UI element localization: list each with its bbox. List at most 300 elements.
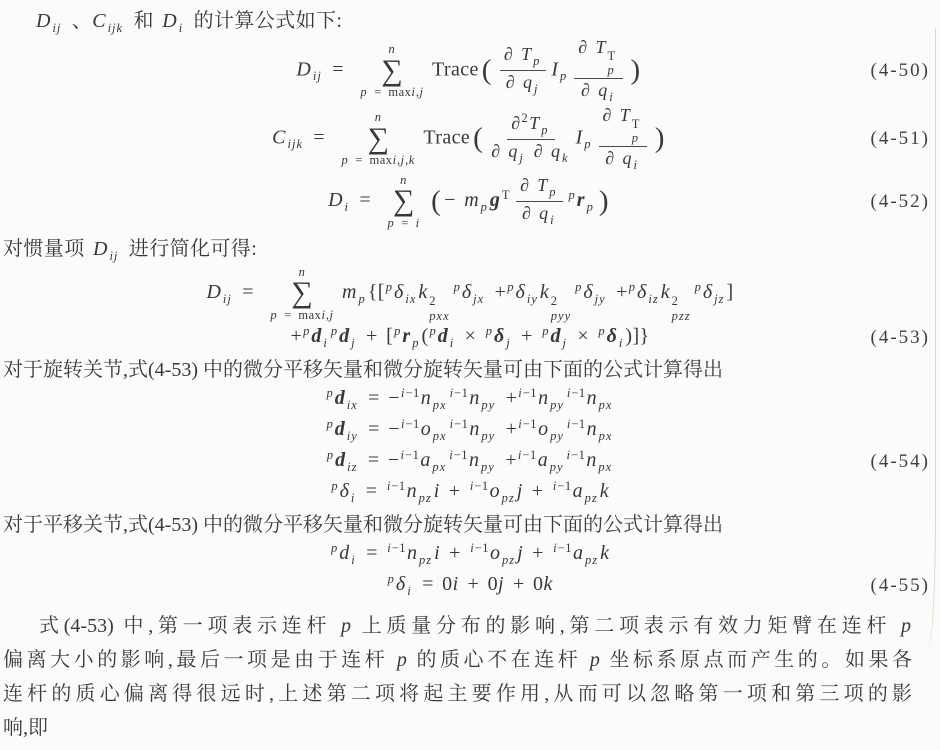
math-msub [481,429,495,443]
equation-4-51-label: (4-51) [870,127,930,149]
math-msub [585,491,598,505]
math-mr: = max [348,153,393,168]
math-mi: δ [637,281,648,304]
math-mr: T [501,188,511,203]
equation-4-51 [0,105,940,173]
math-mi: ix [346,398,358,413]
math-msub [550,429,564,443]
math-mr: = [357,542,387,565]
math-mr: −1 [454,417,469,432]
math-mr: T [607,48,616,63]
math-mi: i [566,448,572,463]
math-mr: 2 [550,294,558,309]
math-msup [401,386,420,400]
math-mr: + [496,449,517,472]
math-msup [598,324,605,338]
math-msup [522,111,529,125]
math-mr: + [607,281,628,304]
math-mi: k [408,153,416,168]
math-msup [470,541,489,555]
math-msub [633,158,637,172]
math-mi: j [519,151,524,166]
math-mi: i [350,491,356,506]
math-mb: r [402,325,412,348]
math-mr: −1 [453,448,469,463]
math-mi: p [507,280,515,295]
math-mi: px [598,429,613,444]
math-mi: δ [394,281,405,304]
math-msup [394,324,401,338]
math-mi: i [517,448,523,463]
math-mi: pz [502,553,516,568]
math-mi: pz [419,553,433,568]
math-mfrac [500,44,546,97]
math-mss-sub [429,310,449,323]
math-mi: ijk [287,137,303,152]
math-msub [323,336,327,350]
math-msub [351,491,355,505]
math-msub [506,336,510,350]
equation-4-53-math-1 [206,265,733,322]
math-mi: m [464,189,480,212]
math-msup [518,386,537,400]
math-mi: p [542,324,550,339]
math-mss [551,295,571,322]
math-mr: 2 [429,294,436,309]
math-msub [481,398,495,412]
equation-4-55-math-2 [387,572,554,599]
math-mi: i [470,541,475,556]
math-mb: d [334,387,346,410]
math-msub [502,553,515,567]
math-mi: a [537,449,549,472]
math-mi: py [481,398,496,413]
equation-4-54-line-4 [0,477,940,508]
intro-line [0,8,940,37]
math-mnum [507,111,554,140]
math-mi: n [388,42,396,57]
math-mr: −1 [474,541,489,556]
math-msup [430,324,437,338]
math-mden [581,79,616,105]
math-mi: ij [52,21,62,35]
math-mi: p [694,280,702,295]
equation-4-55-label: (4-55) [870,574,930,596]
math-mi: p [358,292,366,307]
math-mi: j [498,573,505,596]
math-mr: + [512,325,542,348]
equation-4-54-math-2 [326,417,615,444]
math-msigma: ∑ [392,184,415,218]
math-mr: + [290,325,303,348]
math-mi: a [420,449,432,472]
math-mfrac [491,111,570,166]
math-msup [327,386,334,400]
math-mi: p [341,615,352,638]
math-mr: = [351,189,380,212]
math-msup [567,448,586,462]
math-msub [223,292,232,306]
math-mi: p [485,324,493,339]
math-mfrac [574,37,622,105]
equation-4-54-line-1 [0,384,940,415]
math-mr: −1 [571,386,586,401]
math-mi: D [328,189,344,212]
math-mi: T [529,113,541,134]
math-mi: k [539,281,550,304]
math-mr: 的计算公式如下: [185,10,343,32]
math-mi: p [480,200,488,215]
math-msub [533,54,540,68]
math-mfrac [516,175,562,228]
math-mi: p [549,185,557,199]
math-mi: n [420,387,432,410]
math-mr: + [523,542,553,565]
math-mr: = [305,126,334,149]
math-mr: −1 [391,479,406,494]
math-mden [506,71,541,97]
math-msup [401,417,420,431]
math-mss [632,118,640,145]
closing-paragraph [0,609,940,745]
math-mi: p [270,307,278,322]
math-mr: −1 [571,417,586,432]
math-mi: i [449,336,455,351]
math-mi: j [400,153,406,168]
math-mbig: ( [431,185,442,217]
math-msub [584,137,591,151]
math-msup [502,188,510,202]
math-mi: i [178,21,184,35]
math-mb: d [334,418,346,441]
math-mi: T [595,36,607,57]
math-msub [313,69,322,83]
math-msup [450,417,469,431]
math-mi: δ [702,281,714,304]
math-mr: ∂ [491,141,509,162]
math-mi: D [296,58,312,81]
equation-4-53-label: (4-53) [870,326,930,348]
math-mr: + [ [357,325,394,348]
paragraph-line-1 [3,609,912,643]
math-mr: = max [277,307,322,322]
math-msum [270,265,334,322]
math-mi: d [339,542,351,565]
equation-4-50-math [296,37,643,105]
math-msub [714,292,724,306]
math-mr: = [357,480,386,503]
math-mi: j [329,307,335,322]
math-mi: n [469,418,481,441]
math-mb: d [311,325,323,348]
math-mi: δ [395,573,407,596]
math-mr: + 0 [459,573,499,596]
math-mi: ij [312,69,322,84]
math-mr: −1 [405,386,420,401]
math-mr: −1 [405,417,420,432]
math-mi: i [344,200,350,215]
math-mi: px [432,429,447,444]
math-mi: i [323,336,328,351]
math-mi: jy [594,292,606,307]
math-mi: pxx [429,308,450,323]
math-mi: jx [473,292,485,307]
math-msub [609,90,613,104]
math-msub [419,553,432,567]
math-mr: + 0 [504,573,544,596]
math-msup [303,324,310,338]
math-mss-sup [551,295,558,308]
math-msup [387,541,406,555]
math-mi: m [342,281,358,304]
math-mi: o [489,480,501,503]
math-mi: p [387,215,395,230]
math-mden [522,202,557,228]
math-mi: pyy [550,308,572,323]
math-msup [327,417,334,431]
math-mr: 、 [63,10,93,32]
math-mi: iz [648,292,659,307]
math-mbig: ) [654,122,665,155]
math-msub [347,429,358,443]
math-mss-sup [672,295,679,308]
math-mi: py [481,429,496,444]
math-mi: j [533,82,539,97]
math-mb: g [489,189,501,212]
math-mi: p [584,137,592,152]
math-mr: 2 [521,111,529,126]
math-msub [481,200,488,214]
math-mi: p [631,131,639,146]
math-mi: i [553,541,558,556]
math-mr: −1 [522,386,538,401]
math-mi: a [572,480,584,503]
math-mr: ∂ [578,36,596,57]
math-mi: i [392,153,398,168]
math-mr: −1 [391,541,407,556]
math-mi: pz [418,491,432,506]
equation-4-55-line-2 [0,570,940,601]
math-mr: 响,即 [3,717,48,740]
math-msub [619,336,623,350]
math-mss-sub [632,132,639,145]
math-msigma: ∑ [291,276,314,310]
math-mi: pzz [671,308,691,323]
math-mi: D [162,10,178,32]
math-mr: × [456,325,485,348]
math-mi: T [619,104,631,125]
math-mi: iz [347,460,358,475]
math-mi: i [452,573,460,596]
math-mlim [388,216,421,230]
math-mi: i [433,480,441,503]
math-mi: q [539,203,550,223]
math-mi: δ [583,281,594,304]
math-msup [450,386,469,400]
math-mr: + [497,418,518,441]
equation-4-52 [0,173,940,230]
equation-4-54-line-3 [0,446,940,477]
math-mr: , [397,153,401,168]
math-mr: ∂ [581,79,599,100]
math-mr: = [233,281,263,304]
math-msup [518,448,537,462]
math-mr: Trace [431,58,479,81]
paragraph-line-2 [3,643,912,677]
math-msub [595,292,606,306]
math-mbig: ) [630,54,641,87]
math-mi: n [538,387,550,410]
math-msub [585,553,598,567]
math-mi: i [618,336,624,351]
math-mi: δ [461,281,473,304]
equation-4-54-label: (4-54) [870,450,930,472]
paragraph-line-4 [3,711,912,745]
math-mi: p [396,649,408,672]
math-msub [560,69,567,83]
math-mi: p [575,280,583,295]
equation-4-50 [0,37,940,105]
math-mi: p [360,85,368,100]
math-mr: 对惯量项 [3,238,93,261]
math-mr: = [394,215,416,230]
math-mi: i [387,541,392,556]
equation-4-55-line-1 [0,539,940,570]
math-mr: + [523,480,552,503]
math-msup [387,479,406,493]
math-mi: j [516,480,524,503]
math-mi: k [418,281,429,304]
math-mi: i [449,417,455,432]
math-mr: 坐标系原点而产生的。如果各 [600,649,913,672]
math-mi: T [521,44,533,65]
math-msub [345,200,349,214]
math-mi: j [562,336,567,351]
math-mr: + [440,480,469,503]
math-mi: j [419,85,424,100]
math-msub [599,398,613,412]
math-mi: p [326,386,334,401]
math-msup [401,448,420,462]
math-mi: p [429,324,437,339]
math-mi: n [374,110,383,125]
math-mi: i [411,85,416,100]
math-msub [648,292,658,306]
math-msup [331,479,338,493]
math-mi: D [206,281,222,304]
math-msub [432,460,446,474]
math-mi: p [607,63,615,78]
math-mi: p [303,324,311,339]
math-msub [347,460,357,474]
math-mi: k [562,151,569,166]
math-mi: n [586,387,598,410]
math-msub [502,491,515,505]
math-mi: δ [515,281,526,304]
math-msub [550,460,564,474]
math-msup [629,280,636,294]
math-mi: px [598,460,613,475]
math-mi: p [568,188,576,203]
math-mi: i [400,417,406,432]
math-mss [429,295,449,322]
math-mnum [574,37,622,79]
math-msub [419,491,432,505]
paragraph-line-3 [3,677,912,711]
math-mi: i [449,386,455,401]
math-msup [575,280,582,294]
math-mss [672,295,691,322]
math-mr: ∂ [503,44,522,65]
math-mi: pz [584,491,598,506]
math-mi: px [432,398,447,413]
math-msup [553,479,572,493]
math-mi: iy [346,429,358,444]
equation-4-51-math [272,105,668,173]
math-msup [553,541,572,555]
math-mi: i [552,479,558,494]
equation-4-54-math-4 [330,479,609,506]
math-mr: −1 [454,386,469,401]
math-mr: 和 [125,10,163,32]
math-mi: n [469,449,481,472]
math-msub [534,82,538,96]
math-mi: p [589,649,601,672]
math-mi: q [622,147,633,168]
math-mi: i [566,386,572,401]
math-msub [587,200,594,214]
math-msub [358,292,365,306]
math-msup [449,448,468,462]
math-mb: d [335,449,347,472]
math-mi: T [537,175,549,195]
math-mr: −1 [522,448,537,463]
math-mi: i [415,215,421,230]
math-msup [518,417,537,431]
math-mi: q [598,79,609,100]
math-mr: )]} [625,325,650,348]
math-mi: o [490,542,501,565]
math-mr: 式(4-53) 中,第一项表示连杆 [39,615,341,638]
equation-4-52-label: (4-52) [870,190,930,212]
simplify-line [0,236,940,265]
math-mlim [360,85,424,99]
math-mr: −1 [557,541,572,556]
math-msub [52,21,61,35]
math-mr: ( [421,325,429,348]
math-mi: k [543,573,554,596]
equation-4-53-math-2 [290,324,649,351]
math-mr: 2 [671,294,679,309]
math-mi: q [508,141,519,162]
math-mi: ix [405,292,417,307]
math-msub [179,21,183,35]
math-msub [473,292,484,306]
math-mi: n [469,387,481,410]
math-msub [550,213,554,227]
math-mi: p [453,280,461,295]
math-mi: n [586,418,598,441]
math-mr: 偏离大小的影响,最后一项是由于连杆 [3,649,397,672]
math-msub [288,137,304,151]
math-msigma: ∑ [381,53,404,87]
math-mi: i [386,479,392,494]
math-mss-sup [607,50,615,63]
equation-4-53-line-2 [0,322,940,353]
math-msub [351,553,355,567]
math-mi: a [572,542,584,565]
math-mi: pz [501,491,515,506]
